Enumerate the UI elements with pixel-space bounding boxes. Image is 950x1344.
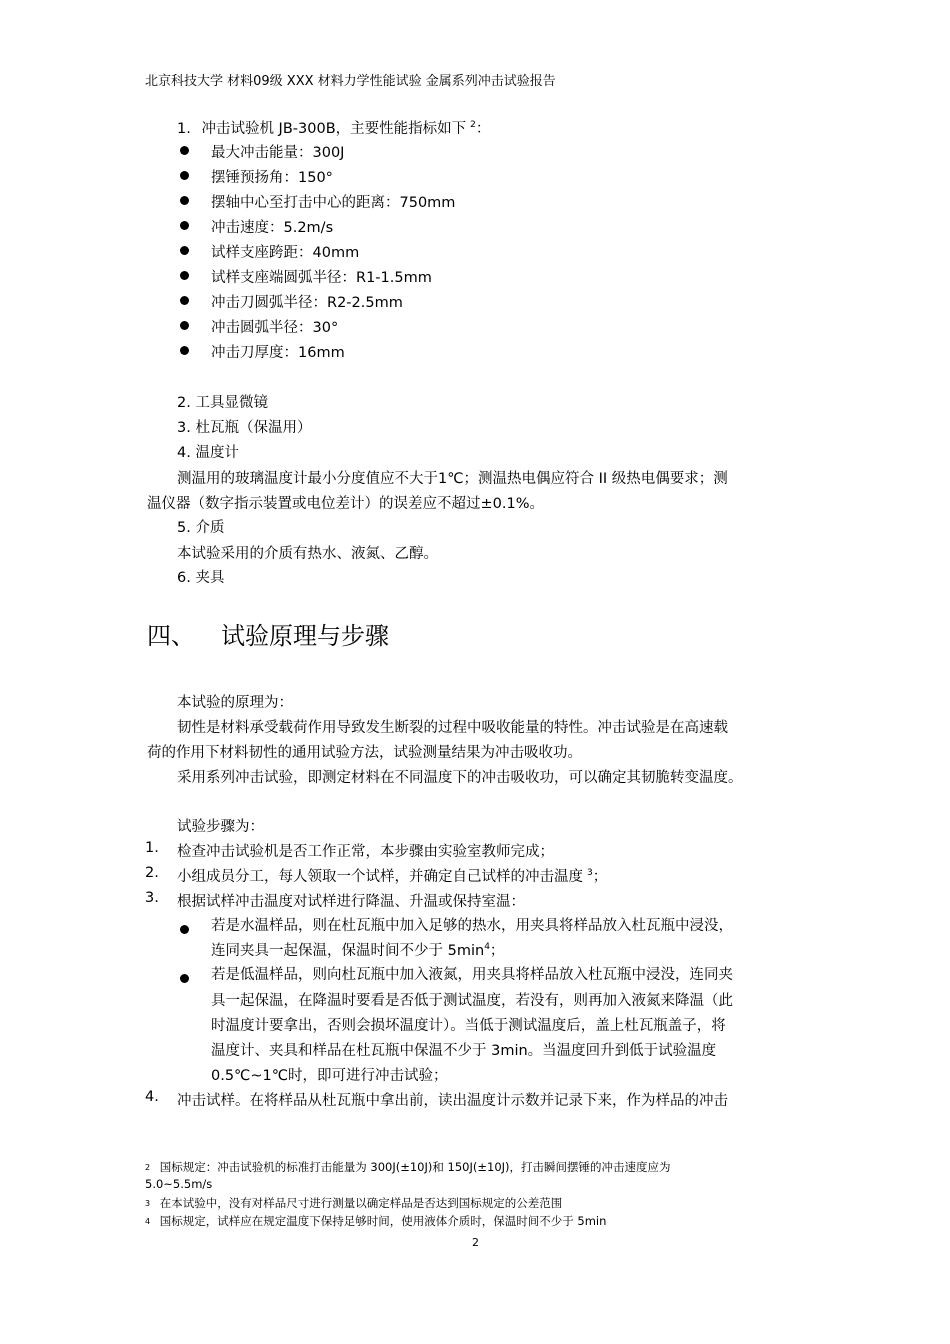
step-text: 检查冲击试验机是否工作正常，本步骤由实验室教师完成； — [177, 844, 554, 860]
footnote-text: 5.0~5.5m/s — [145, 1177, 213, 1191]
spec-item: 冲击刀厚度：16mm — [180, 343, 189, 359]
footnote-text: 在本试验中，没有对样品尺寸进行测量以确定样品是否达到国标规定的公差范围 — [159, 1196, 563, 1210]
sub-step-line: 温度计、夹具和样品在杜瓦瓶中保温不少于 3min。当温度回升到低于试验温度 — [211, 1043, 717, 1059]
sub-step-line: 具一起保温，在降温时要看是否低于测试温度，若没有，则再加入液氮来降温（此 — [211, 993, 733, 1009]
item-4-description-line: 温仪器（数字指示装置或电位差计）的误差应不超过±0.1%。 — [147, 496, 544, 512]
spec-item: 冲击刀圆弧半径：R2-2.5mm — [180, 293, 189, 309]
step-number: 4. — [145, 1089, 159, 1105]
sub-step-line: 连同夹具一起保温，保温时间不少于 $5\min^4$； — [211, 942, 505, 959]
page-number: 2 — [472, 1236, 479, 1249]
footnote-ref: 2 — [470, 120, 476, 131]
bullet-icon — [180, 271, 189, 280]
principle-paragraph-line: 采用系列冲击试验，即测定材料在不同温度下的冲击吸收功，可以确定其韧脆转变温度。 — [177, 770, 743, 786]
steps-intro: 试验步骤为： — [177, 819, 264, 835]
principle-intro: 本试验的原理为： — [177, 695, 293, 711]
item-number: 1. — [177, 121, 191, 137]
bullet-icon — [180, 171, 189, 180]
footnote — [145, 1213, 606, 1229]
spec-item: 最大冲击能量：300J — [180, 143, 189, 159]
step-number: 3. — [145, 890, 159, 906]
item-4-description-line: 测温用的玻璃温度计最小分度值应不大于1℃；测温热电偶应符合 II 级热电偶要求；测 — [177, 471, 728, 487]
footnote-ref: 3 — [587, 868, 593, 879]
footnote-number: 4 — [145, 1217, 151, 1226]
spec-item: 摆锤预扬角：150° — [180, 168, 189, 184]
bullet-icon — [180, 321, 189, 330]
principle-paragraph-line: 韧性是材料承受载荷作用导致发生断裂的过程中吸收能量的特性。冲击试验是在高速载 — [177, 720, 728, 736]
footnote-number: 3 — [145, 1199, 151, 1208]
bullet-icon — [180, 146, 189, 155]
sub-step-line: 若是水温样品，则在杜瓦瓶中加入足够的热水，用夹具将样品放入杜瓦瓶中浸没， — [211, 918, 733, 934]
spec-item: 冲击速度：5.2m/s — [180, 218, 189, 234]
section-heading — [147, 616, 389, 651]
spec-item: 试样支座跨距：40mm — [180, 243, 189, 259]
spec-item: 冲击圆弧半径：30° — [180, 318, 189, 334]
step-number: 1. — [145, 840, 159, 856]
item-text: 冲击试验机 JB-300B，主要性能指标如下 — [201, 121, 467, 137]
sub-step-line: 若是低温样品，则向杜瓦瓶中加入液氮，用夹具将样品放入杜瓦瓶中浸没，连同夹 — [211, 967, 733, 983]
bullet-icon — [180, 968, 189, 987]
sub-step-line: 0.5℃~1℃时，即可进行冲击试验； — [211, 1068, 448, 1084]
step-text: 冲击试样。在将样品从杜瓦瓶中拿出前，读出温度计示数并记录下来，作为样品的冲击 — [177, 1093, 728, 1109]
equipment-item-3: 3. 杜瓦瓶（保温用） — [177, 420, 312, 436]
bullet-icon — [180, 919, 189, 938]
section-number: 四、 — [147, 622, 195, 650]
footnote — [145, 1195, 562, 1211]
equipment-item-4: 4. 温度计 — [177, 445, 239, 461]
item-5-description: 本试验采用的介质有热水、液氮、乙醇。 — [177, 546, 438, 562]
footnote-text: 国标规定，试样应在规定温度下保持足够时间，使用液体介质时，保温时间不少于 5min — [159, 1214, 607, 1228]
step-number: 2. — [145, 865, 159, 881]
section-title: 试验原理与步骤 — [221, 622, 389, 650]
spec-item: 摆轴中心至打击中心的距离：750mm — [180, 193, 189, 209]
bullet-icon — [180, 246, 189, 255]
bullet-icon — [180, 196, 189, 205]
footnote-number: 2 — [145, 1163, 151, 1172]
footnote-text: 国标规定：冲击试验机的标准打击能量为 300J(±10J)和 150J(±10J)，打击瞬间摆锤的冲击速度应为 — [159, 1160, 671, 1174]
equipment-item-6: 6. 夹具 — [177, 570, 225, 586]
bullet-icon — [180, 221, 189, 230]
step-text: 小组成员分工，每人领取一个试样，并确定自己试样的冲击温度 $^3$； — [177, 868, 608, 885]
equipment-item-1 — [177, 117, 490, 138]
spec-item: 试样支座端圆弧半径：R1-1.5mm — [180, 268, 189, 284]
page-header: 北京科技大学 材料09级 XXX 材料力学性能试验 金属系列冲击试验报告 — [145, 74, 556, 89]
bullet-icon — [180, 346, 189, 355]
equipment-item-5: 5. 介质 — [177, 520, 225, 536]
footnote — [145, 1159, 671, 1175]
principle-paragraph-line: 荷的作用下材料韧性的通用试验方法，试验测量结果为冲击吸收功。 — [147, 745, 582, 761]
equipment-item-2: 2. 工具显微镜 — [177, 395, 268, 411]
footnote-ref: 4 — [484, 942, 490, 953]
bullet-icon — [180, 296, 189, 305]
step-text: 根据试样冲击温度对试样进行降温、升温或保持室温： — [177, 894, 525, 910]
item-punct: ： — [475, 121, 491, 137]
sub-step-line: 时温度计要拿出，否则会损坏温度计）。当低于测试温度后，盖上杜瓦瓶盖子，将 — [211, 1018, 726, 1034]
